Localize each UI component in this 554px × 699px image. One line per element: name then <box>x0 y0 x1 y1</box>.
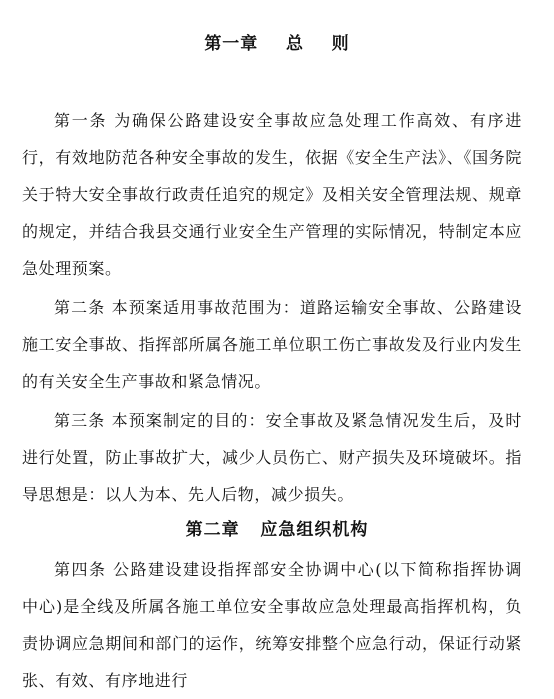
article-line: 施工安全事故、指挥部所属各施工单位职工伤亡事故发及行业内发生 <box>22 335 522 354</box>
chapter-1-title: 第一章 总 则 <box>204 34 350 54</box>
article-line: 第一条 为确保公路建设安全事故应急处理工作高效、有序进 <box>54 111 522 130</box>
article-1 <box>22 102 522 287</box>
article-line: 导思想是：以人为本、先人后物，减少损失。 <box>22 485 355 504</box>
article-line: 第三条 本预案制定的目的：安全事故及紧急情况发生后，及时 <box>54 411 522 430</box>
article-line: 的规定，并结合我县交通行业安全生产管理的实际情况，特制定本应 <box>22 222 522 241</box>
article-line: 进行处置，防止事故扩大，减少人员伤亡、财产损失及环境破坏。指 <box>22 448 522 467</box>
article-line: 张、有效、有序地进行 <box>22 671 189 690</box>
article-line: 的有关安全生产事故和紧急情况。 <box>22 372 272 391</box>
article-line: 第四条 公路建设建设指挥部安全协调中心(以下简称指挥协调 <box>54 560 522 579</box>
article-line: 第二条 本预案适用事故范围为：道路运输安全事故、公路建设 <box>54 298 522 317</box>
chapter-2-title: 第二章 应急组织机构 <box>185 520 369 540</box>
article-3 <box>22 402 522 513</box>
article-line: 关于特大安全事故行政责任追究的规定》及相关安全管理法规、规章 <box>22 185 522 204</box>
article-line: 行，有效地防范各种安全事故的发生，依据《安全生产法》、《国务院 <box>22 148 522 167</box>
article-line: 中心)是全线及所属各施工单位安全事故应急处理最高指挥机构，负 <box>22 597 522 616</box>
article-line: 急处理预案。 <box>22 259 122 278</box>
article-2 <box>22 289 522 400</box>
article-line: 责协调应急期间和部门的运作，统筹安排整个应急行动，保证行动紧 <box>22 634 522 653</box>
article-4 <box>22 551 522 699</box>
